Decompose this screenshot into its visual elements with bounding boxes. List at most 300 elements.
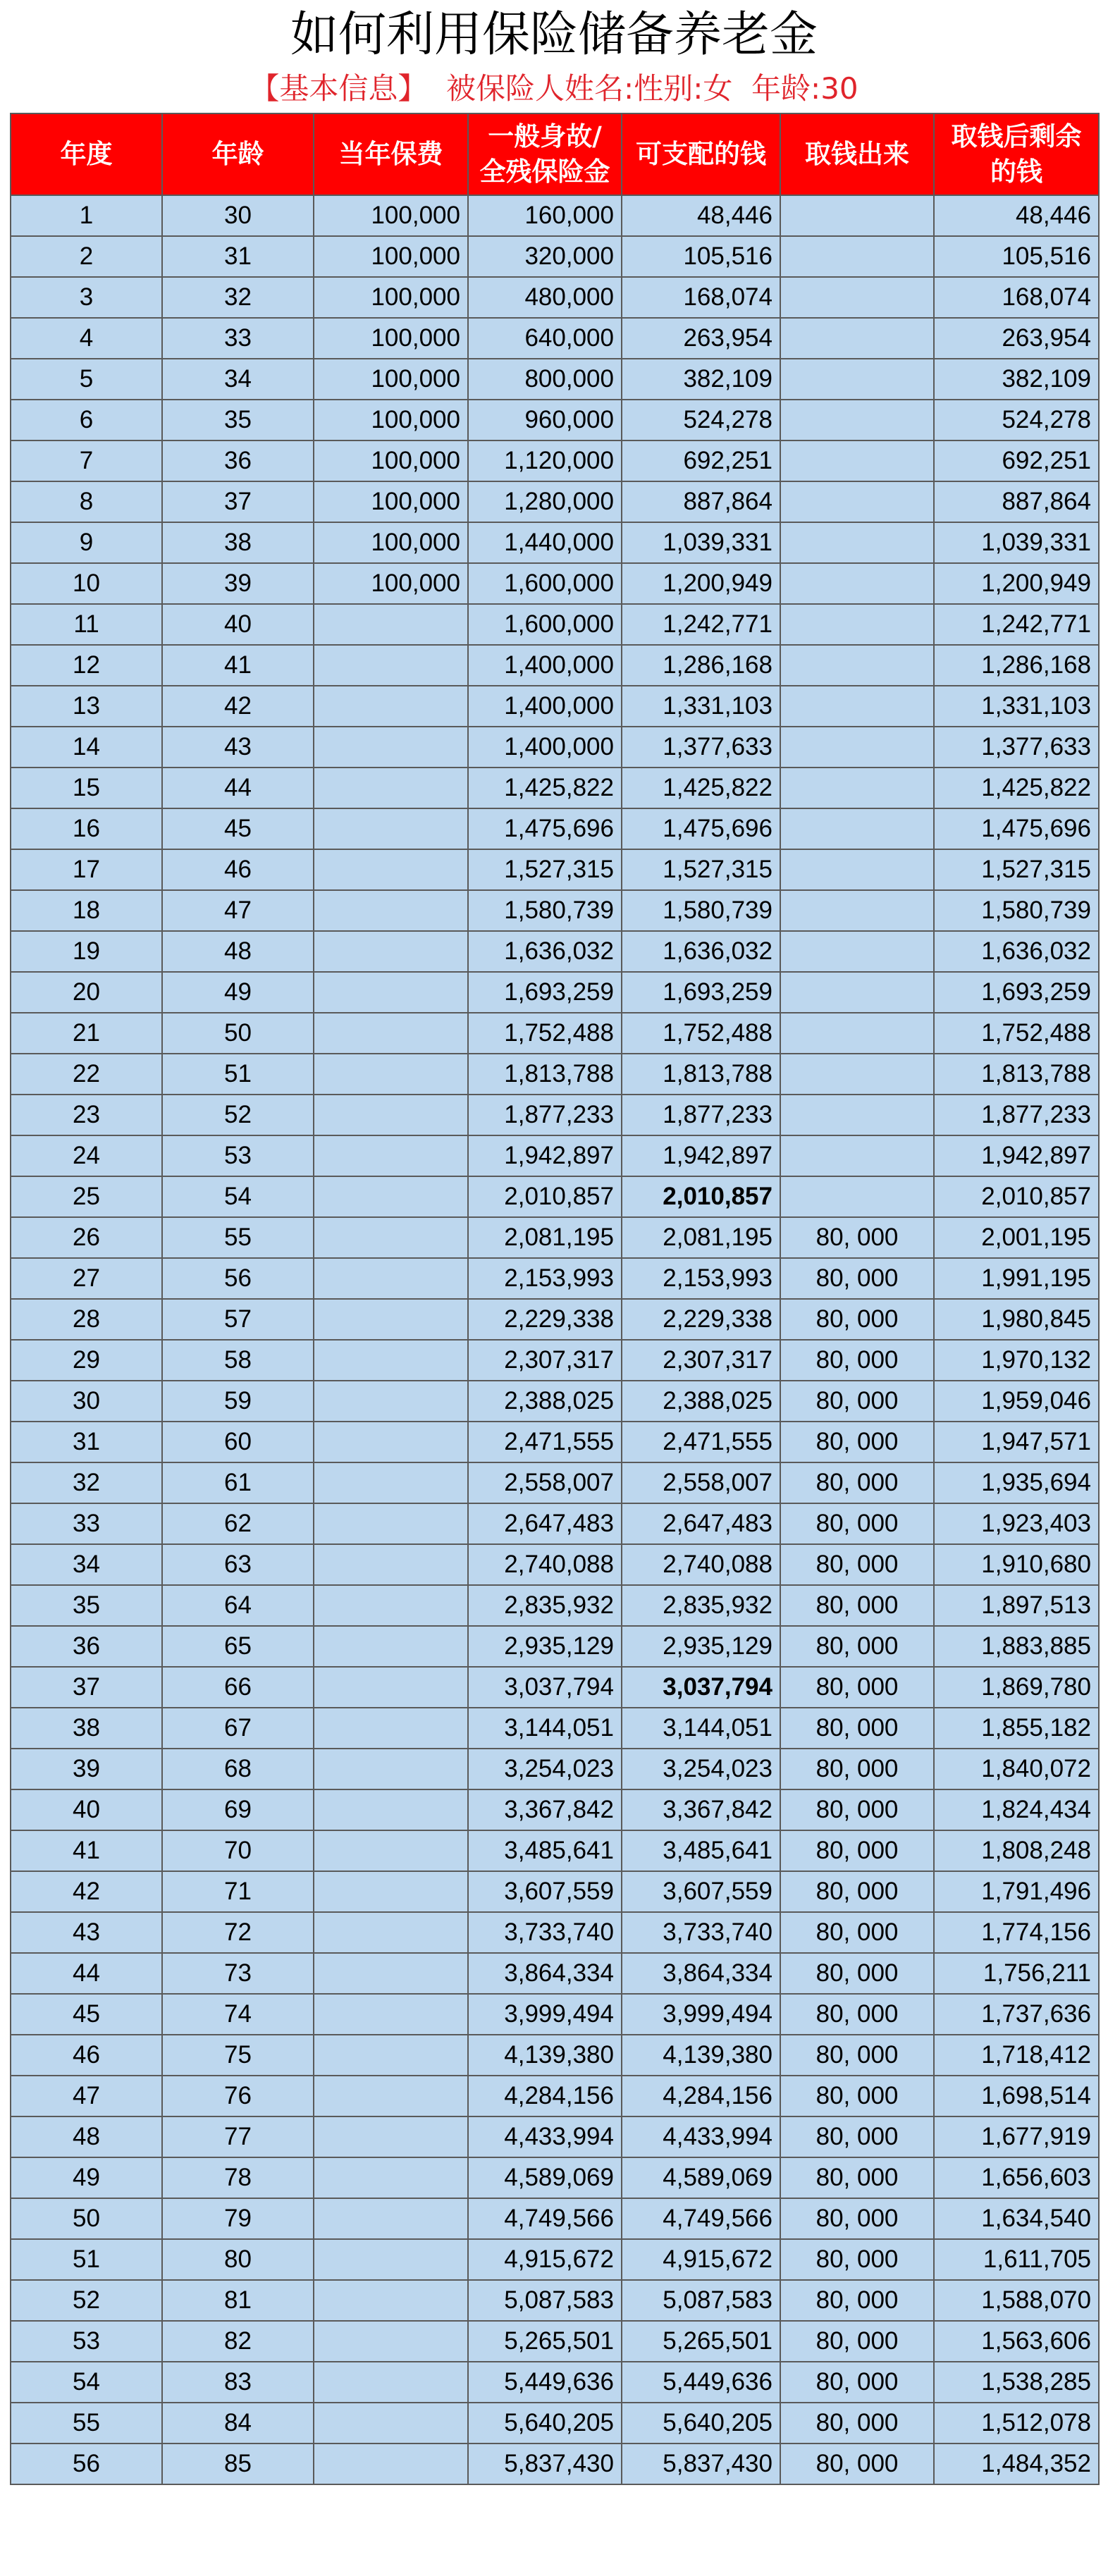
cell-withdrawal: 80, 000	[780, 1667, 934, 1708]
cell-withdrawal	[780, 686, 934, 727]
cell-age: 73	[162, 1953, 314, 1994]
cell-available-money: 263,954	[622, 318, 780, 359]
cell-available-money: 2,229,338	[622, 1299, 780, 1340]
cell-premium	[314, 1626, 468, 1667]
table-row	[11, 768, 1099, 808]
cell-premium	[314, 2280, 468, 2321]
cell-remaining-money: 1,970,132	[934, 1340, 1099, 1381]
cell-withdrawal: 80, 000	[780, 1912, 934, 1953]
cell-age: 56	[162, 1258, 314, 1299]
cell-age: 83	[162, 2362, 314, 2403]
cell-remaining-money: 1,877,233	[934, 1095, 1099, 1135]
table-row	[11, 481, 1099, 522]
cell-age: 43	[162, 727, 314, 768]
cell-death-benefit: 3,999,494	[468, 1994, 622, 2035]
table-row	[11, 2403, 1099, 2443]
cell-death-benefit: 1,280,000	[468, 481, 622, 522]
cell-remaining-money: 1,991,195	[934, 1258, 1099, 1299]
cell-remaining-money: 1,883,885	[934, 1626, 1099, 1667]
cell-premium	[314, 604, 468, 645]
cell-remaining-money: 1,947,571	[934, 1422, 1099, 1462]
cell-death-benefit: 3,864,334	[468, 1953, 622, 1994]
cell-withdrawal	[780, 440, 934, 481]
cell-year: 26	[11, 1217, 162, 1258]
cell-remaining-money: 2,010,857	[934, 1176, 1099, 1217]
table-row	[11, 1830, 1099, 1871]
cell-year: 16	[11, 808, 162, 849]
table-row	[11, 2239, 1099, 2280]
cell-available-money: 887,864	[622, 481, 780, 522]
cell-premium	[314, 2157, 468, 2198]
cell-withdrawal: 80, 000	[780, 2076, 934, 2116]
cell-remaining-money: 1,512,078	[934, 2403, 1099, 2443]
cell-withdrawal: 80, 000	[780, 2280, 934, 2321]
cell-year: 51	[11, 2239, 162, 2280]
cell-death-benefit: 1,942,897	[468, 1135, 622, 1176]
cell-death-benefit: 2,740,088	[468, 1544, 622, 1585]
cell-death-benefit: 5,640,205	[468, 2403, 622, 2443]
table-row	[11, 2362, 1099, 2403]
cell-age: 35	[162, 400, 314, 440]
cell-age: 62	[162, 1503, 314, 1544]
cell-death-benefit: 1,475,696	[468, 808, 622, 849]
cell-age: 36	[162, 440, 314, 481]
cell-remaining-money: 1,774,156	[934, 1912, 1099, 1953]
cell-year: 23	[11, 1095, 162, 1135]
cell-year: 48	[11, 2116, 162, 2157]
cell-withdrawal	[780, 931, 934, 972]
cell-premium	[314, 1749, 468, 1789]
cell-age: 69	[162, 1789, 314, 1830]
table-row	[11, 2280, 1099, 2321]
cell-available-money: 4,589,069	[622, 2157, 780, 2198]
table-row	[11, 2443, 1099, 2484]
cell-premium: 100,000	[314, 440, 468, 481]
cell-death-benefit: 1,693,259	[468, 972, 622, 1013]
cell-death-benefit: 4,139,380	[468, 2035, 622, 2076]
cell-death-benefit: 1,813,788	[468, 1054, 622, 1095]
table-row	[11, 1871, 1099, 1912]
cell-death-benefit: 1,580,739	[468, 890, 622, 931]
cell-premium	[314, 1422, 468, 1462]
cell-withdrawal	[780, 890, 934, 931]
cell-age: 72	[162, 1912, 314, 1953]
cell-death-benefit: 2,558,007	[468, 1462, 622, 1503]
cell-withdrawal	[780, 645, 934, 686]
cell-age: 51	[162, 1054, 314, 1095]
cell-death-benefit: 3,144,051	[468, 1708, 622, 1749]
cell-premium: 100,000	[314, 277, 468, 318]
cell-year: 25	[11, 1176, 162, 1217]
cell-available-money: 4,433,994	[622, 2116, 780, 2157]
cell-withdrawal	[780, 1176, 934, 1217]
cell-remaining-money: 524,278	[934, 400, 1099, 440]
cell-premium	[314, 1544, 468, 1585]
table-row	[11, 1054, 1099, 1095]
cell-premium: 100,000	[314, 481, 468, 522]
cell-premium	[314, 1176, 468, 1217]
cell-death-benefit: 1,527,315	[468, 849, 622, 890]
column-header-text: 年度	[60, 139, 113, 169]
cell-remaining-money: 1,935,694	[934, 1462, 1099, 1503]
cell-age: 79	[162, 2198, 314, 2239]
cell-available-money: 2,740,088	[622, 1544, 780, 1585]
cell-remaining-money: 1,242,771	[934, 604, 1099, 645]
cell-year: 47	[11, 2076, 162, 2116]
table-row	[11, 236, 1099, 277]
cell-year: 21	[11, 1013, 162, 1054]
cell-death-benefit: 2,307,317	[468, 1340, 622, 1381]
cell-year: 43	[11, 1912, 162, 1953]
cell-withdrawal: 80, 000	[780, 1422, 934, 1462]
cell-age: 46	[162, 849, 314, 890]
cell-withdrawal: 80, 000	[780, 1585, 934, 1626]
cell-available-money: 1,377,633	[622, 727, 780, 768]
table-row	[11, 2116, 1099, 2157]
column-header-available-money	[622, 113, 780, 195]
cell-death-benefit: 2,647,483	[468, 1503, 622, 1544]
cell-death-benefit: 2,471,555	[468, 1422, 622, 1462]
cell-remaining-money: 48,446	[934, 195, 1099, 236]
cell-remaining-money: 1,942,897	[934, 1135, 1099, 1176]
cell-premium: 100,000	[314, 563, 468, 604]
table-row	[11, 1912, 1099, 1953]
table-row	[11, 849, 1099, 890]
cell-death-benefit: 1,425,822	[468, 768, 622, 808]
cell-available-money: 1,813,788	[622, 1054, 780, 1095]
cell-withdrawal: 80, 000	[780, 1749, 934, 1789]
cell-remaining-money: 1,636,032	[934, 931, 1099, 972]
cell-withdrawal: 80, 000	[780, 1830, 934, 1871]
cell-premium	[314, 2321, 468, 2362]
table-row	[11, 1544, 1099, 1585]
cell-age: 85	[162, 2443, 314, 2484]
cell-withdrawal	[780, 563, 934, 604]
cell-available-money: 168,074	[622, 277, 780, 318]
cell-age: 60	[162, 1422, 314, 1462]
table-row	[11, 890, 1099, 931]
cell-year: 3	[11, 277, 162, 318]
table-row	[11, 2157, 1099, 2198]
cell-premium	[314, 1340, 468, 1381]
table-row	[11, 1503, 1099, 1544]
table-row	[11, 808, 1099, 849]
cell-withdrawal	[780, 1135, 934, 1176]
cell-year: 45	[11, 1994, 162, 2035]
cell-premium: 100,000	[314, 359, 468, 400]
cell-death-benefit: 1,400,000	[468, 686, 622, 727]
table-row	[11, 1789, 1099, 1830]
cell-remaining-money: 1,756,211	[934, 1953, 1099, 1994]
cell-year: 9	[11, 522, 162, 563]
cell-remaining-money: 1,813,788	[934, 1054, 1099, 1095]
cell-age: 54	[162, 1176, 314, 1217]
cell-year: 41	[11, 1830, 162, 1871]
cell-premium	[314, 645, 468, 686]
table-row	[11, 1422, 1099, 1462]
cell-age: 63	[162, 1544, 314, 1585]
cell-premium	[314, 2239, 468, 2280]
cell-year: 13	[11, 686, 162, 727]
cell-year: 18	[11, 890, 162, 931]
column-header-text: 取钱后剩余	[951, 121, 1082, 152]
cell-premium	[314, 1217, 468, 1258]
column-header-year	[11, 113, 162, 195]
cell-age: 70	[162, 1830, 314, 1871]
cell-premium: 100,000	[314, 236, 468, 277]
table-row	[11, 1095, 1099, 1135]
column-header-remaining-money	[934, 113, 1099, 195]
cell-remaining-money: 692,251	[934, 440, 1099, 481]
cell-death-benefit: 4,433,994	[468, 2116, 622, 2157]
cell-withdrawal: 80, 000	[780, 1299, 934, 1340]
cell-premium	[314, 1054, 468, 1095]
cell-withdrawal: 80, 000	[780, 2321, 934, 2362]
basic-info-line: 【基本信息】 被保险人姓名:性别:女 年龄:30	[250, 71, 858, 106]
cell-remaining-money: 1,718,412	[934, 2035, 1099, 2076]
cell-age: 45	[162, 808, 314, 849]
cell-death-benefit: 1,877,233	[468, 1095, 622, 1135]
cell-premium	[314, 686, 468, 727]
cell-available-money: 2,935,129	[622, 1626, 780, 1667]
cell-year: 44	[11, 1953, 162, 1994]
cell-withdrawal: 80, 000	[780, 1462, 934, 1503]
cell-year: 50	[11, 2198, 162, 2239]
cell-premium	[314, 1667, 468, 1708]
cell-remaining-money: 1,752,488	[934, 1013, 1099, 1054]
cell-available-money: 4,284,156	[622, 2076, 780, 2116]
cell-withdrawal: 80, 000	[780, 1217, 934, 1258]
cell-premium	[314, 1912, 468, 1953]
cell-year: 1	[11, 195, 162, 236]
cell-premium	[314, 1299, 468, 1340]
cell-remaining-money: 382,109	[934, 359, 1099, 400]
cell-remaining-money: 263,954	[934, 318, 1099, 359]
cell-age: 38	[162, 522, 314, 563]
cell-year: 8	[11, 481, 162, 522]
cell-withdrawal: 80, 000	[780, 1503, 934, 1544]
cell-age: 76	[162, 2076, 314, 2116]
cell-withdrawal: 80, 000	[780, 2035, 934, 2076]
column-header-text: 全残保险金	[479, 156, 610, 187]
cell-remaining-money: 1,563,606	[934, 2321, 1099, 2362]
cell-death-benefit: 5,087,583	[468, 2280, 622, 2321]
cell-premium	[314, 2035, 468, 2076]
cell-age: 55	[162, 1217, 314, 1258]
cell-premium	[314, 1095, 468, 1135]
cell-available-money: 5,449,636	[622, 2362, 780, 2403]
cell-withdrawal: 80, 000	[780, 2157, 934, 2198]
cell-death-benefit: 3,485,641	[468, 1830, 622, 1871]
cell-death-benefit: 1,400,000	[468, 645, 622, 686]
cell-age: 30	[162, 195, 314, 236]
cell-age: 53	[162, 1135, 314, 1176]
cell-premium	[314, 890, 468, 931]
cell-death-benefit: 800,000	[468, 359, 622, 400]
cell-age: 82	[162, 2321, 314, 2362]
cell-year: 19	[11, 931, 162, 972]
cell-available-money: 3,864,334	[622, 1953, 780, 1994]
cell-available-money: 4,915,672	[622, 2239, 780, 2280]
cell-death-benefit: 2,835,932	[468, 1585, 622, 1626]
cell-age: 84	[162, 2403, 314, 2443]
cell-withdrawal	[780, 808, 934, 849]
cell-premium	[314, 1708, 468, 1749]
cell-withdrawal: 80, 000	[780, 1544, 934, 1585]
cell-remaining-money: 1,475,696	[934, 808, 1099, 849]
table-body	[11, 195, 1099, 2484]
cell-age: 32	[162, 277, 314, 318]
cell-year: 22	[11, 1054, 162, 1095]
cell-death-benefit: 2,388,025	[468, 1381, 622, 1422]
cell-age: 81	[162, 2280, 314, 2321]
cell-available-money: 105,516	[622, 236, 780, 277]
cell-age: 34	[162, 359, 314, 400]
cell-year: 38	[11, 1708, 162, 1749]
cell-withdrawal: 80, 000	[780, 1708, 934, 1749]
cell-year: 34	[11, 1544, 162, 1585]
cell-remaining-money: 1,677,919	[934, 2116, 1099, 2157]
table-row	[11, 2035, 1099, 2076]
cell-death-benefit: 3,733,740	[468, 1912, 622, 1953]
table-row	[11, 1258, 1099, 1299]
cell-death-benefit: 1,636,032	[468, 931, 622, 972]
cell-year: 36	[11, 1626, 162, 1667]
cell-remaining-money: 1,656,603	[934, 2157, 1099, 2198]
column-header-text: 年龄	[211, 139, 264, 169]
cell-premium: 100,000	[314, 318, 468, 359]
cell-year: 37	[11, 1667, 162, 1708]
cell-year: 27	[11, 1258, 162, 1299]
cell-available-money: 1,877,233	[622, 1095, 780, 1135]
cell-premium	[314, 1462, 468, 1503]
cell-death-benefit: 1,440,000	[468, 522, 622, 563]
cell-death-benefit: 4,915,672	[468, 2239, 622, 2280]
cell-available-money: 3,999,494	[622, 1994, 780, 2035]
cell-available-money: 1,752,488	[622, 1013, 780, 1054]
cell-death-benefit: 1,400,000	[468, 727, 622, 768]
cell-available-money: 1,580,739	[622, 890, 780, 931]
cell-death-benefit: 1,752,488	[468, 1013, 622, 1054]
cell-withdrawal: 80, 000	[780, 1258, 934, 1299]
cell-available-money: 2,388,025	[622, 1381, 780, 1422]
cell-available-money: 4,139,380	[622, 2035, 780, 2076]
cell-available-money: 692,251	[622, 440, 780, 481]
cell-year: 14	[11, 727, 162, 768]
cell-available-money: 3,367,842	[622, 1789, 780, 1830]
cell-death-benefit: 640,000	[468, 318, 622, 359]
column-header-text: 当年保费	[338, 139, 443, 169]
cell-available-money: 1,527,315	[622, 849, 780, 890]
cell-age: 65	[162, 1626, 314, 1667]
column-header-age	[162, 113, 314, 195]
cell-available-money: 2,558,007	[622, 1462, 780, 1503]
cell-remaining-money: 1,286,168	[934, 645, 1099, 686]
cell-year: 11	[11, 604, 162, 645]
cell-available-money: 5,265,501	[622, 2321, 780, 2362]
watermark: 知乎 @桐木	[944, 2484, 1087, 2515]
cell-remaining-money: 1,331,103	[934, 686, 1099, 727]
cell-year: 15	[11, 768, 162, 808]
cell-age: 77	[162, 2116, 314, 2157]
table-row	[11, 563, 1099, 604]
cell-available-money: 3,144,051	[622, 1708, 780, 1749]
cell-withdrawal	[780, 318, 934, 359]
cell-remaining-money: 887,864	[934, 481, 1099, 522]
table-row	[11, 1667, 1099, 1708]
cell-year: 49	[11, 2157, 162, 2198]
cell-withdrawal: 80, 000	[780, 1789, 934, 1830]
cell-death-benefit: 2,935,129	[468, 1626, 622, 1667]
cell-age: 75	[162, 2035, 314, 2076]
cell-year: 24	[11, 1135, 162, 1176]
cell-year: 5	[11, 359, 162, 400]
page-title: 如何利用保险储备养老金	[290, 7, 818, 63]
cell-premium	[314, 2443, 468, 2484]
cell-year: 35	[11, 1585, 162, 1626]
pension-table	[10, 113, 1100, 2485]
cell-available-money: 1,200,949	[622, 563, 780, 604]
cell-year: 42	[11, 1871, 162, 1912]
cell-remaining-money: 1,910,680	[934, 1544, 1099, 1585]
cell-available-money: 1,242,771	[622, 604, 780, 645]
cell-remaining-money: 1,840,072	[934, 1749, 1099, 1789]
cell-death-benefit: 4,284,156	[468, 2076, 622, 2116]
cell-year: 10	[11, 563, 162, 604]
cell-age: 68	[162, 1749, 314, 1789]
cell-withdrawal	[780, 236, 934, 277]
table-row	[11, 1462, 1099, 1503]
table-row	[11, 1381, 1099, 1422]
table-row	[11, 195, 1099, 236]
table-row	[11, 2076, 1099, 2116]
cell-remaining-money: 1,923,403	[934, 1503, 1099, 1544]
table-row	[11, 1340, 1099, 1381]
cell-premium	[314, 931, 468, 972]
cell-remaining-money: 1,039,331	[934, 522, 1099, 563]
cell-remaining-money: 1,588,070	[934, 2280, 1099, 2321]
column-header-death-benefit	[468, 113, 622, 195]
cell-year: 17	[11, 849, 162, 890]
table-row	[11, 604, 1099, 645]
cell-withdrawal: 80, 000	[780, 1381, 934, 1422]
cell-available-money: 1,286,168	[622, 645, 780, 686]
cell-remaining-money: 1,538,285	[934, 2362, 1099, 2403]
cell-premium	[314, 1381, 468, 1422]
table-row	[11, 1953, 1099, 1994]
cell-withdrawal: 80, 000	[780, 2403, 934, 2443]
cell-year: 29	[11, 1340, 162, 1381]
cell-death-benefit: 2,010,857	[468, 1176, 622, 1217]
cell-remaining-money: 1,869,780	[934, 1667, 1099, 1708]
cell-available-money: 5,837,430	[622, 2443, 780, 2484]
cell-withdrawal: 80, 000	[780, 1953, 934, 1994]
cell-premium	[314, 972, 468, 1013]
cell-premium	[314, 1789, 468, 1830]
cell-age: 71	[162, 1871, 314, 1912]
cell-death-benefit: 1,120,000	[468, 440, 622, 481]
cell-age: 61	[162, 1462, 314, 1503]
table-row	[11, 1299, 1099, 1340]
table-row	[11, 1217, 1099, 1258]
cell-remaining-money: 1,791,496	[934, 1871, 1099, 1912]
table-row	[11, 2198, 1099, 2239]
cell-available-money: 1,636,032	[622, 931, 780, 972]
cell-death-benefit: 960,000	[468, 400, 622, 440]
column-header-premium	[314, 113, 468, 195]
cell-year: 54	[11, 2362, 162, 2403]
table-row	[11, 1135, 1099, 1176]
